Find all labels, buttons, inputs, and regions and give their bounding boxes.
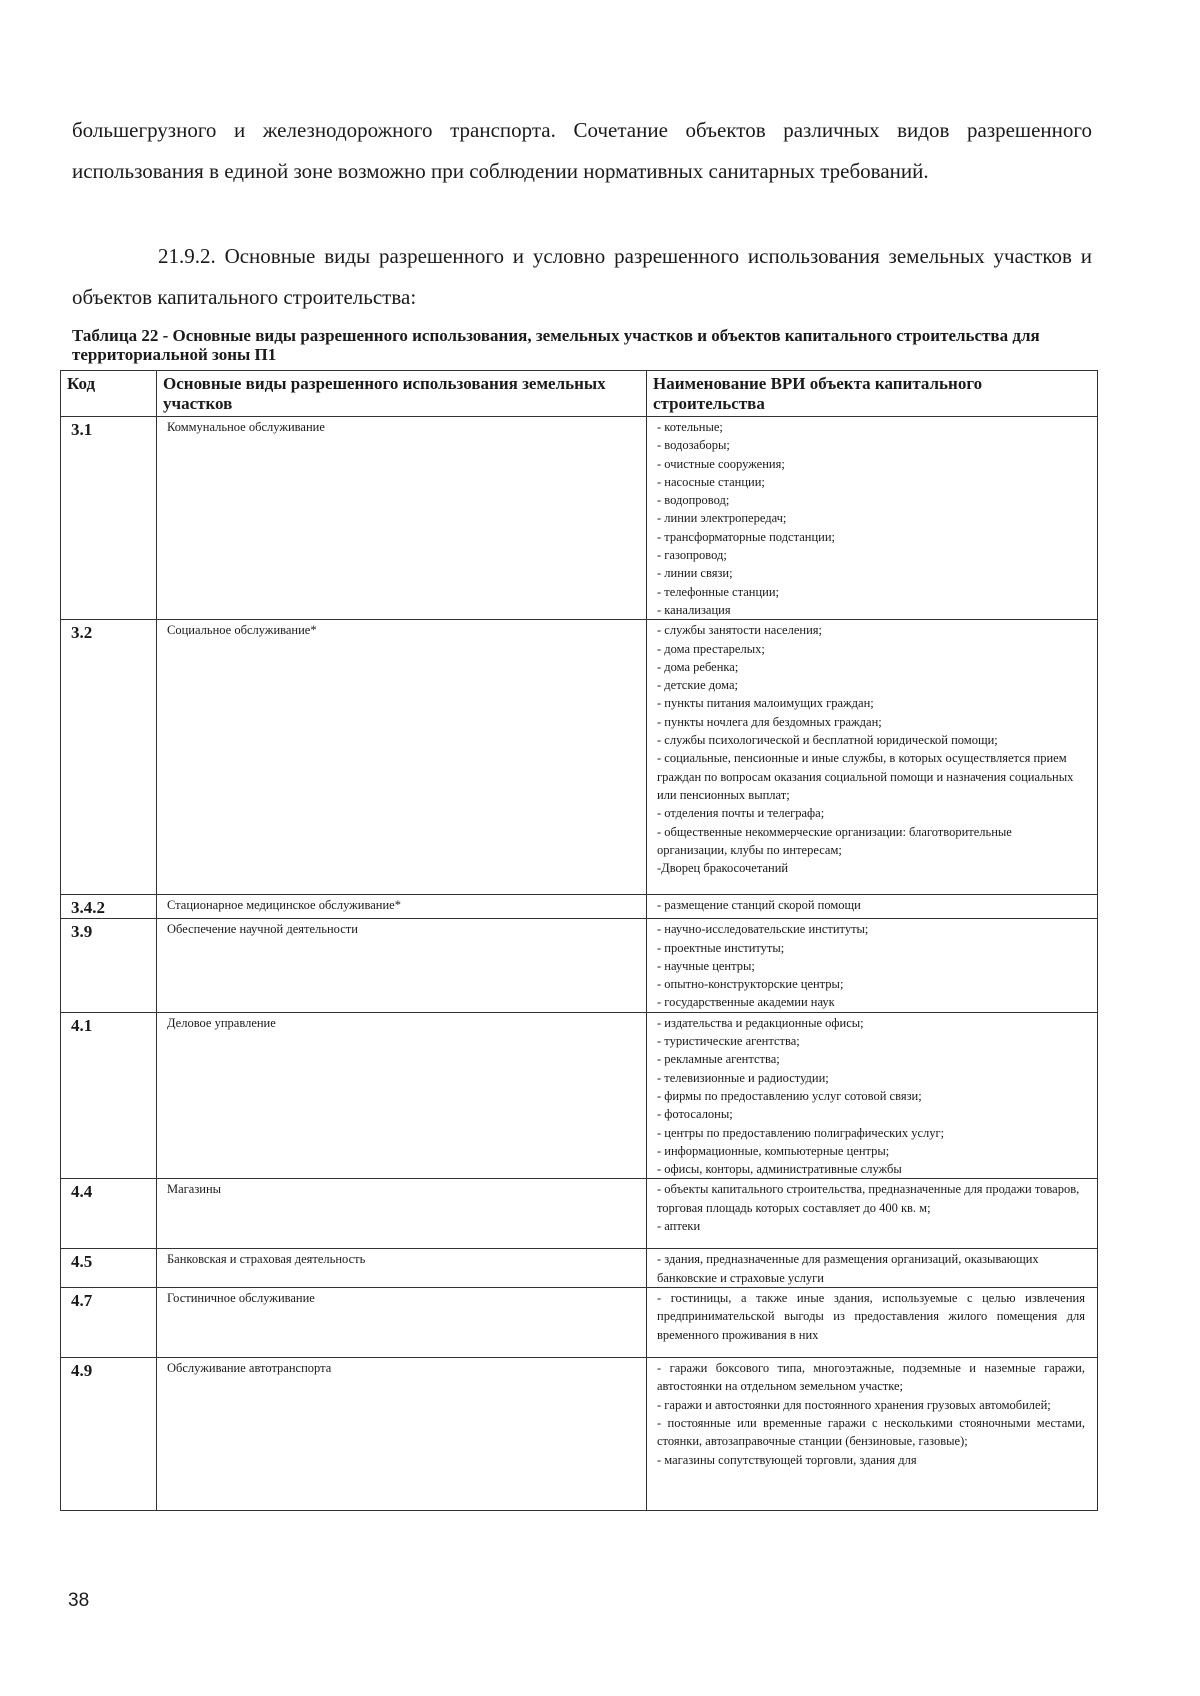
table-row	[61, 1179, 1098, 1249]
object-item: - трансформаторные подстанции;	[657, 529, 835, 544]
object-item: - фотосалоны;	[657, 1107, 733, 1122]
header-code: Код	[61, 371, 157, 417]
row-objects	[647, 919, 1098, 1012]
table-row	[61, 1358, 1098, 1511]
object-item: - пункты питания малоимущих граждан;	[657, 696, 874, 711]
object-item: - гаражи и автостоянки для постоянного хранения грузовых автомобилей;	[657, 1397, 1051, 1412]
page-number: 38	[68, 1590, 90, 1611]
object-item: - линии связи;	[657, 566, 733, 581]
object-item: - общественные некоммерческие организации: благотворительные организации, клубы по интересам;	[657, 824, 1012, 857]
row-land-use: Деловое управление	[157, 1012, 647, 1179]
table-row	[61, 1288, 1098, 1358]
body-paragraph: большегрузного и железнодорожного транспорта. Сочетание объектов различных видов разрешенного использования в единой зоне возможно при соблюдении нормативных санитарных требований.	[72, 118, 1092, 183]
row-objects	[647, 1179, 1098, 1249]
row-code: 3.1	[61, 417, 157, 620]
object-item: - опытно-конструкторские центры;	[657, 977, 844, 992]
object-item: - газопровод;	[657, 548, 727, 563]
object-item: - размещение станций скорой помощи	[657, 898, 861, 913]
object-item: - водопровод;	[657, 493, 730, 508]
row-code: 3.2	[61, 620, 157, 895]
object-item: - издательства и редакционные офисы;	[657, 1015, 864, 1030]
object-item: - телевизионные и радиостудии;	[657, 1070, 829, 1085]
object-item: - гаражи боксового типа, многоэтажные, подземные и наземные гаражи, автостоянки на отдельном земельном участке;	[657, 1361, 1085, 1394]
table-row	[61, 919, 1098, 1012]
row-land-use: Стационарное медицинское обслуживание*	[157, 895, 647, 919]
table-row	[61, 1249, 1098, 1288]
object-item: - офисы, конторы, административные службы	[657, 1162, 902, 1177]
object-item: - детские дома;	[657, 678, 739, 693]
object-item: - рекламные агентства;	[657, 1052, 780, 1067]
object-item: - телефонные станции;	[657, 584, 779, 599]
object-item: - проектные институты;	[657, 940, 785, 955]
object-item: - котельные;	[657, 420, 723, 434]
object-item: - социальные, пенсионные и иные службы, в которых осуществляется прием граждан по вопросам оказания социальной помощи и назначения социальных или пенсионных выплат;	[657, 751, 1074, 802]
row-code: 4.5	[61, 1249, 157, 1288]
header-object: Наименование ВРИ объекта капитального строительства	[647, 371, 1098, 417]
object-item: - аптеки	[657, 1219, 701, 1234]
object-item: - информационные, компьютерные центры;	[657, 1143, 890, 1158]
row-land-use: Социальное обслуживание*	[157, 620, 647, 895]
object-item: - линии электропередач;	[657, 511, 787, 526]
table-row	[61, 417, 1098, 620]
object-item: - канализация	[657, 602, 731, 617]
object-item: - очистные сооружения;	[657, 456, 785, 471]
section-paragraph: 21.9.2. Основные виды разрешенного и условно разрешенного использования земельных участков и объектов капитального строительства:	[72, 244, 1092, 309]
table-row	[61, 895, 1098, 919]
row-code: 4.9	[61, 1358, 157, 1511]
row-objects	[647, 1249, 1098, 1288]
object-item: - туристические агентства;	[657, 1034, 800, 1049]
object-item: - научно-исследовательские институты;	[657, 922, 869, 937]
row-land-use: Гостиничное обслуживание	[157, 1288, 647, 1358]
row-objects	[647, 1358, 1098, 1511]
row-code: 4.1	[61, 1012, 157, 1179]
object-item: - центры по предоставлению полиграфических услуг;	[657, 1125, 945, 1140]
object-item: - водозаборы;	[657, 438, 730, 453]
object-item: - фирмы по предоставлению услуг сотовой связи;	[657, 1088, 922, 1103]
row-code: 3.4.2	[61, 895, 157, 919]
row-land-use: Обеспечение научной деятельности	[157, 919, 647, 1012]
object-item: - насосные станции;	[657, 474, 765, 489]
table-row	[61, 620, 1098, 895]
row-objects	[647, 417, 1098, 620]
table-row	[61, 1012, 1098, 1179]
object-item: - научные центры;	[657, 958, 755, 973]
object-item: - постоянные или временные гаражи с несколькими стояночными местами, стоянки, автозаправочные станции (бензиновые, газовые);	[657, 1415, 1085, 1449]
object-item: - гостиницы, а также иные здания, используемые с целью извлечения предпринимательской выгоды из предоставления жилого помещения для временного проживания в них	[657, 1291, 1085, 1342]
object-item: - дома ребенка;	[657, 659, 739, 674]
row-code: 4.7	[61, 1288, 157, 1358]
object-item: - службы психологической и бесплатной юридической помощи;	[657, 733, 998, 748]
row-objects	[647, 895, 1098, 919]
row-objects	[647, 1288, 1098, 1358]
row-code: 3.9	[61, 919, 157, 1012]
row-land-use: Магазины	[157, 1179, 647, 1249]
row-code: 4.4	[61, 1179, 157, 1249]
object-item: - здания, предназначенные для размещения организаций, оказывающих банковские и страховые услуги	[657, 1252, 1039, 1285]
row-land-use: Коммунальное обслуживание	[157, 417, 647, 620]
table-caption: Таблица 22 - Основные виды разрешенного использования, земельных участков и объектов капитального строительства для территориальной зоны П1	[72, 326, 1040, 364]
object-item: - дома престарелых;	[657, 641, 765, 656]
row-objects	[647, 1012, 1098, 1179]
object-item: - отделения почты и телеграфа;	[657, 806, 825, 821]
row-land-use: Банковская и страховая деятельность	[157, 1249, 647, 1288]
object-item: - магазины сопутствующей торговли, здания для	[657, 1452, 917, 1467]
header-land-use: Основные виды разрешенного использования земельных участков	[157, 371, 647, 417]
object-item: - объекты капитального строительства, предназначенные для продажи товаров, торговая площадь которых составляет до 400 кв. м;	[657, 1182, 1080, 1215]
row-objects	[647, 620, 1098, 895]
object-item: -Дворец бракосочетаний	[657, 861, 789, 876]
land-use-table	[60, 370, 1098, 1511]
object-item: - государственные академии наук	[657, 995, 835, 1010]
object-item: - пункты ночлега для бездомных граждан;	[657, 714, 882, 729]
object-item: - службы занятости населения;	[657, 623, 822, 638]
table-header-row	[61, 371, 1098, 417]
row-land-use: Обслуживание автотранспорта	[157, 1358, 647, 1511]
